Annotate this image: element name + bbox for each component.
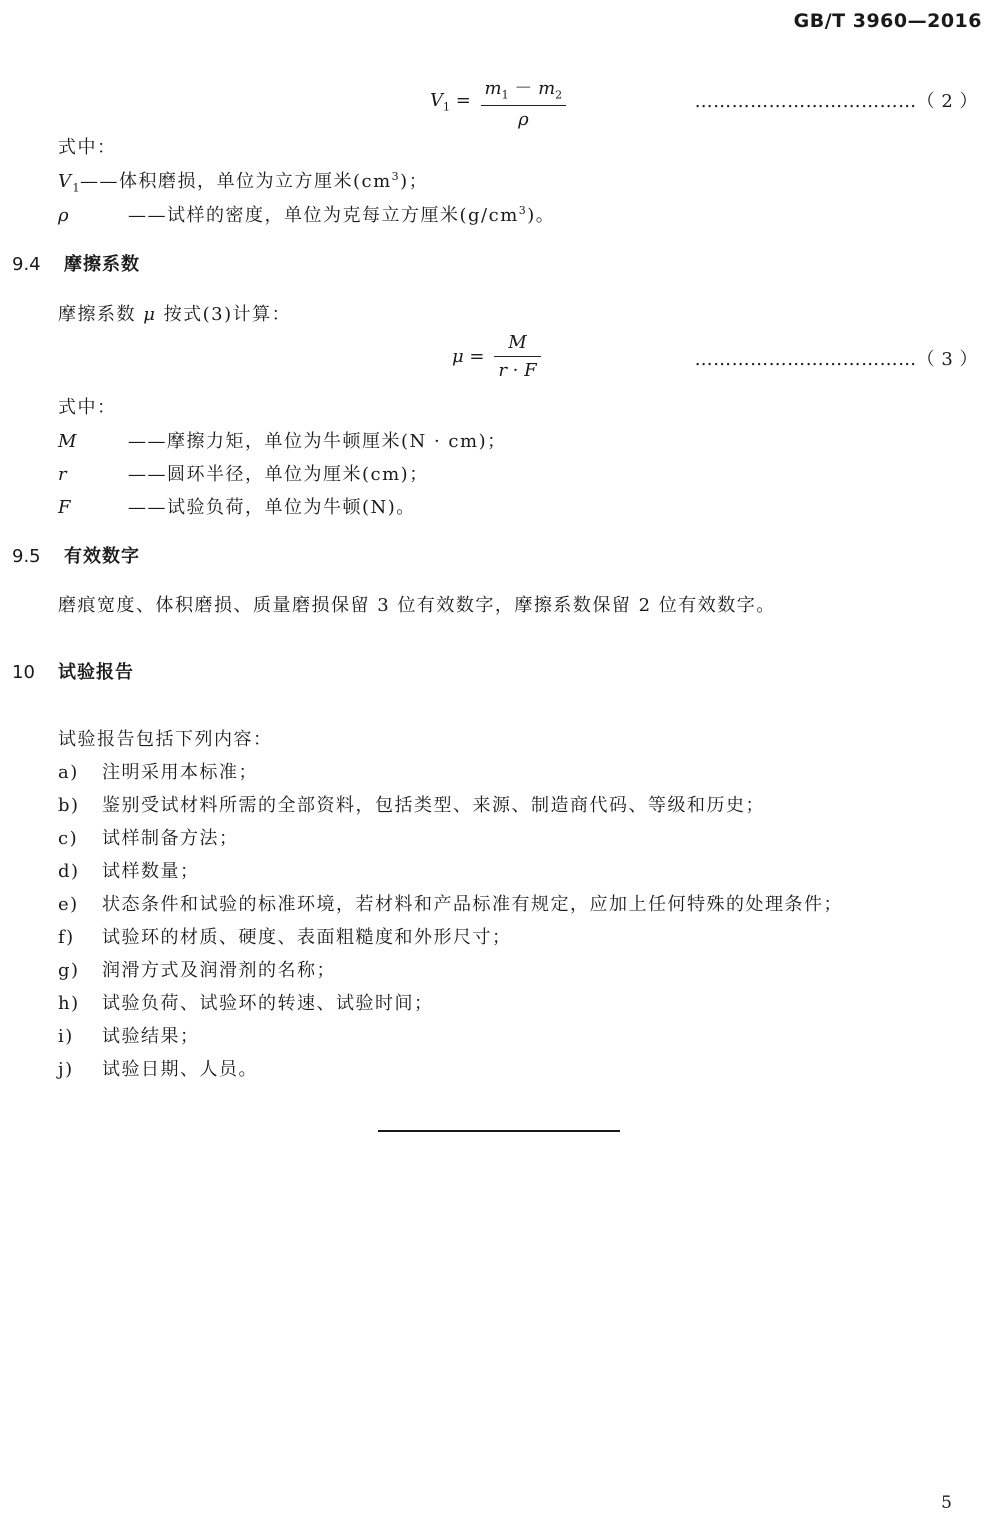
- list-item: h) 试验负荷、试验环的转速、试验时间；: [58, 993, 434, 1014]
- paragraph-9-5: 磨痕宽度、体积磨损、质量磨损保留 3 位有效数字，摩擦系数保留 2 位有效数字。: [58, 595, 776, 616]
- where-label: 式中：: [58, 137, 117, 158]
- list-item: i) 试验结果；: [58, 1026, 200, 1047]
- section-heading-9-4: 9.4 摩擦系数: [12, 254, 140, 275]
- end-rule: [378, 1130, 620, 1132]
- formula-3-number: ………………………………（ 3 ）: [694, 349, 978, 370]
- formula-2-lhs-sub: 1: [443, 100, 450, 114]
- list-item: d) 试样数量；: [58, 861, 200, 882]
- formula-2-lhs: V: [430, 90, 443, 111]
- section-heading-9-5: 9.5 有效数字: [12, 546, 140, 567]
- definition-v1: $V_1——$体积磨损，单位为立方厘米$(cm^3)$；: [58, 170, 429, 195]
- formula-2-fraction: [481, 74, 567, 130]
- formula-2: $V_1$ = $\frac{m_1 - m_2}{\rho}$: [430, 74, 566, 130]
- list-item: f) 试验环的材质、硬度、表面粗糙度和外形尺寸；: [58, 927, 512, 948]
- list-item: b) 鉴别受试材料所需的全部资料，包括类型、来源、制造商代码、等级和历史；: [58, 795, 765, 816]
- formula-3-numerator: M: [494, 332, 540, 357]
- formula-3-lhs: μ: [452, 346, 464, 367]
- page-number: 5: [941, 1493, 952, 1513]
- formula-2-number: ………………………………（ 2 ）: [694, 91, 978, 112]
- intro-10: 试验报告包括下列内容：: [58, 729, 273, 750]
- formula-3: μ = $\frac{M}{r \cdot F}$: [452, 332, 541, 381]
- formula-3-denominator: r · F: [498, 360, 537, 381]
- list-item: c) 试样制备方法；: [58, 828, 239, 849]
- standard-number: GB/T 3960—2016: [793, 10, 982, 32]
- formula-3-fraction: [494, 332, 540, 381]
- formula-2-numerator: $m_1 - m_2$: [481, 74, 567, 106]
- definition-r: r ——圆环半径，单位为厘米(cm)；: [58, 464, 429, 485]
- where-label: 式中：: [58, 397, 117, 418]
- list-item: a) 注明采用本标准；: [58, 762, 258, 783]
- definition-rho: ρ ——试样的密度，单位为克每立方厘米$(g/cm^3)$。: [58, 204, 556, 226]
- list-item: j) 试验日期、人员。: [58, 1059, 258, 1080]
- intro-9-4: 摩擦系数 μ 按式(3)计算：: [58, 304, 292, 325]
- list-item: g) 润滑方式及润滑剂的名称；: [58, 960, 336, 981]
- section-heading-10: 10 试验报告: [12, 662, 134, 683]
- definition-f: F ——试验负荷，单位为牛顿(N)。: [58, 497, 416, 518]
- definition-m: M ——摩擦力矩，单位为牛顿厘米(N · cm)；: [58, 431, 507, 452]
- formula-2-denominator: ρ: [518, 108, 529, 130]
- list-item: e) 状态条件和试验的标准环境，若材料和产品标准有规定，应加上任何特殊的处理条件；: [58, 894, 843, 915]
